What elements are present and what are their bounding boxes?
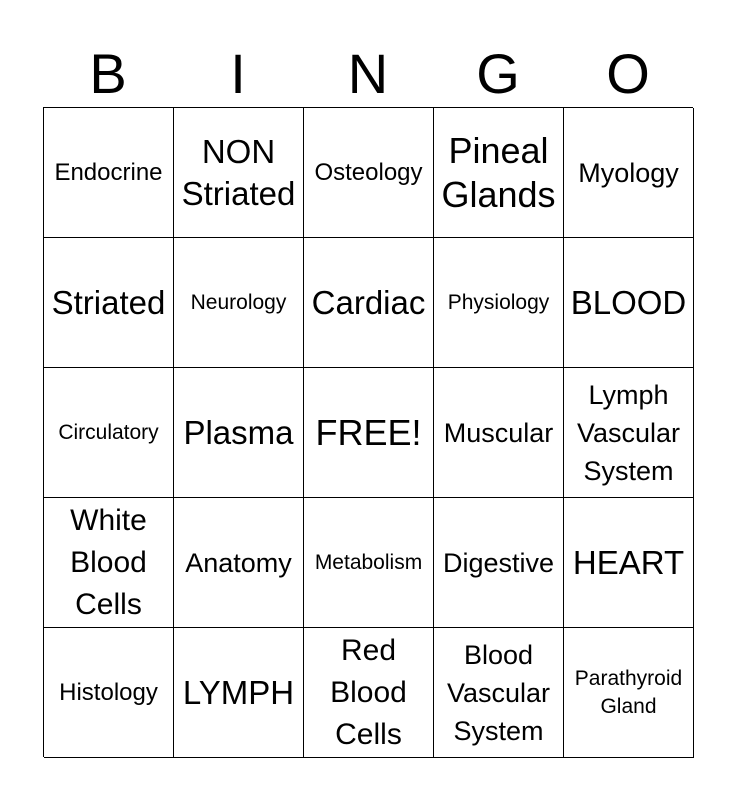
- bingo-cell[interactable]: [44, 628, 174, 758]
- bingo-cell[interactable]: [44, 368, 174, 498]
- header-letter-o: O: [606, 42, 650, 105]
- cell-label: Plasma: [183, 413, 294, 451]
- cell-label: Physiology: [447, 290, 550, 314]
- cell-label: Osteology: [314, 158, 423, 186]
- bingo-cell[interactable]: [304, 238, 434, 368]
- bingo-cell[interactable]: [174, 108, 304, 238]
- cell-label: Parathyroid Gland: [574, 666, 683, 718]
- bingo-cell[interactable]: [434, 498, 564, 628]
- bingo-cell[interactable]: [434, 628, 564, 758]
- bingo-cell[interactable]: [174, 498, 304, 628]
- bingo-cell[interactable]: [44, 238, 174, 368]
- bingo-cell[interactable]: [304, 368, 434, 498]
- header-letter-g: G: [476, 42, 520, 105]
- cell-label: Cardiac: [311, 283, 426, 321]
- bingo-cell[interactable]: [564, 498, 694, 628]
- cell-label: Lymph Vascular System: [576, 379, 681, 486]
- header-letter-i: I: [230, 42, 246, 105]
- cell-label: Endocrine: [54, 158, 163, 186]
- bingo-cell[interactable]: [434, 238, 564, 368]
- bingo-cell[interactable]: [174, 628, 304, 758]
- cell-label: BLOOD: [570, 283, 687, 321]
- bingo-cell[interactable]: [564, 238, 694, 368]
- cell-label: HEART: [572, 543, 685, 581]
- bingo-cell[interactable]: [434, 108, 564, 238]
- bingo-cell[interactable]: [304, 498, 434, 628]
- bingo-cell[interactable]: [174, 238, 304, 368]
- cell-label: Red Blood Cells: [330, 633, 407, 751]
- bingo-cell[interactable]: [434, 368, 564, 498]
- cell-label: Circulatory: [58, 420, 159, 444]
- bingo-header: [43, 40, 693, 108]
- cell-label: Neurology: [190, 290, 287, 314]
- header-letter-b: B: [89, 42, 127, 105]
- bingo-cell[interactable]: [304, 628, 434, 758]
- cell-label: Myology: [578, 157, 679, 188]
- cell-label: Striated: [51, 283, 166, 321]
- bingo-cell[interactable]: [44, 498, 174, 628]
- cell-label: LYMPH: [182, 673, 295, 711]
- cell-label: Metabolism: [314, 550, 423, 574]
- bingo-cell[interactable]: [304, 108, 434, 238]
- cell-label: Histology: [59, 678, 158, 706]
- cell-label: Pineal Glands: [441, 129, 556, 215]
- header-letter-n: N: [347, 42, 389, 105]
- bingo-cell[interactable]: [564, 628, 694, 758]
- cell-label: White Blood Cells: [70, 503, 147, 621]
- cell-label: NON Striated: [181, 132, 296, 212]
- cell-label: Blood Vascular System: [446, 639, 551, 746]
- cell-label: Muscular: [443, 417, 554, 448]
- bingo-cell[interactable]: [174, 368, 304, 498]
- cell-label: Digestive: [442, 547, 555, 578]
- bingo-cell[interactable]: [44, 108, 174, 238]
- bingo-cell[interactable]: [564, 108, 694, 238]
- cell-label: FREE!: [315, 411, 422, 453]
- bingo-cell[interactable]: [564, 368, 694, 498]
- cell-label: Anatomy: [185, 547, 292, 578]
- bingo-board: [43, 107, 693, 757]
